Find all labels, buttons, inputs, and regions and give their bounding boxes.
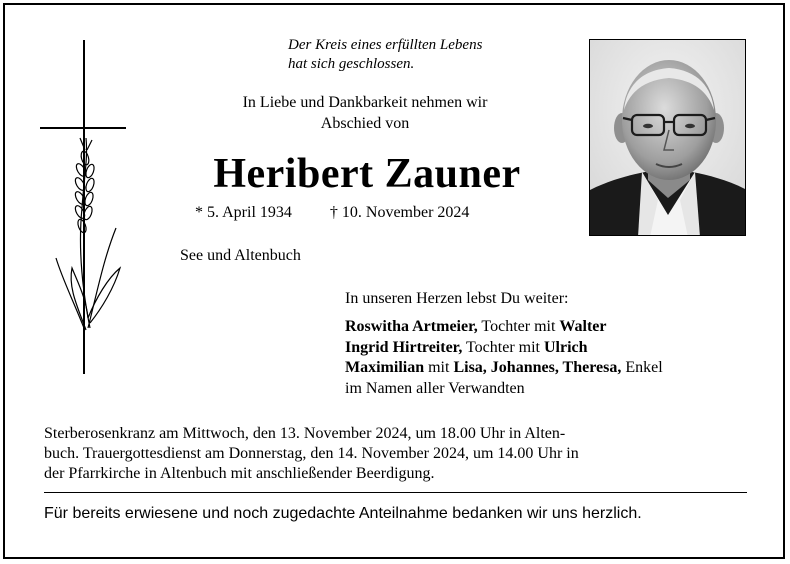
intro-text: [180, 92, 550, 134]
mourner-partner: Walter: [559, 318, 607, 335]
cross-icon: [40, 40, 126, 374]
verse-line-1: Der Kreis eines erfüllten Lebens: [288, 37, 483, 53]
service-line-3: der Pfarrkirche in Altenbuch mit anschließender Beerdigung.: [44, 465, 435, 482]
deceased-name: Heribert Zauner: [213, 151, 521, 197]
place-text: See und Altenbuch: [180, 247, 301, 264]
mourner-name: Maximilian: [345, 359, 425, 376]
mourners-title: In unseren Herzen lebst Du weiter:: [345, 290, 569, 307]
divider: [44, 492, 747, 493]
mourner-relation: Tochter mit: [477, 318, 560, 335]
mourner-name: Ingrid Hirtreiter,: [345, 338, 463, 356]
verse-line-2: hat sich geschlossen.: [288, 56, 415, 72]
life-dates: [195, 204, 469, 222]
intro-line-1: In Liebe und Dankbarkeit nehmen wir: [242, 94, 488, 111]
thanks-text: Für bereits erwiesene und noch zugedachte Anteilnahme bedanken wir uns herzlich.: [44, 505, 642, 522]
birth-date: * 5. April 1934: [195, 204, 292, 221]
service-line-1: Sterberosenkranz am Mittwoch, den 13. November 2024, um 18.00 Uhr in Alten-: [44, 425, 566, 442]
portrait-photo: [589, 39, 746, 236]
verse: [288, 36, 482, 74]
portrait-image: [590, 40, 746, 236]
mourner-relation: mit: [424, 359, 454, 376]
mourner-row: [345, 317, 663, 338]
wheat-icon: [56, 138, 120, 330]
mourners-list: [345, 317, 663, 399]
intro-line-2: Abschied von: [320, 115, 410, 132]
mourner-row: [345, 358, 663, 379]
mourner-relation-tail: Enkel: [621, 359, 663, 376]
service-line-2: buch. Trauergottesdienst am Donnerstag, den 14. November 2024, um 14.00 Uhr in: [44, 445, 579, 462]
mourners-closing: im Namen aller Verwandten: [345, 379, 525, 397]
mourner-partner: Lisa, Johannes, Theresa,: [453, 359, 622, 376]
mourner-relation: Tochter mit: [462, 338, 544, 356]
death-date: † 10. November 2024: [329, 204, 470, 221]
cross-wheat-icon: [38, 38, 130, 378]
mourner-row: [345, 338, 663, 359]
mourner-partner: Ulrich: [544, 338, 588, 356]
mourner-name: Roswitha Artmeier,: [345, 318, 478, 335]
service-info: [44, 424, 747, 484]
